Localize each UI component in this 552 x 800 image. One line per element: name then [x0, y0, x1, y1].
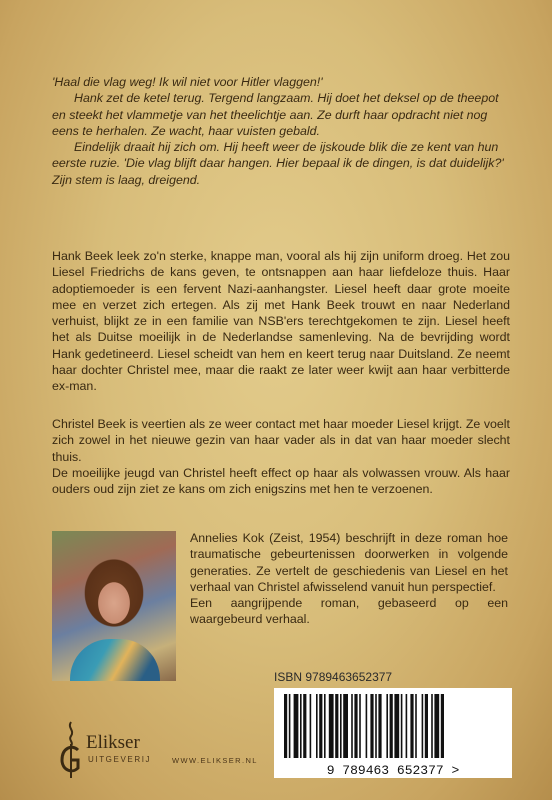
- barcode-bar: [366, 694, 368, 758]
- barcode-bar: [329, 694, 334, 758]
- synopsis-paragraph: De moeilijke jeugd van Christel heeft effect op haar als volwassen vrouw. Als haar ouders oud zijn ziet ze kans om zich enigszins met hen te verzoenen.: [52, 465, 510, 497]
- barcode-digits: 9 789463 652377 >: [326, 763, 460, 778]
- barcode-bar: [401, 694, 403, 758]
- author-bio-paragraph: Annelies Kok (Zeist, 1954) beschrijft in deze roman hoe traumatische gebeurtenissen doorwerken in volgende generaties. Ze vertelt de geschiedenis van Liesel en het verhaal van Christel afwisselend vanuit hun perspectief.: [190, 531, 508, 594]
- barcode-bar: [434, 694, 439, 758]
- author-bio-paragraph: Een aangrijpende roman, gebaseerd op een waargebeurd verhaal.: [190, 596, 508, 627]
- barcode-bar: [351, 694, 353, 758]
- isbn-label: ISBN 9789463652377: [274, 670, 393, 684]
- barcode-bar: [375, 694, 377, 758]
- author-photo: [52, 531, 176, 681]
- publisher-logo: [56, 720, 166, 780]
- barcode-bar: [310, 694, 312, 758]
- synopsis-continued: [52, 416, 510, 497]
- isbn-barcode-block: [274, 670, 512, 780]
- barcode: [274, 688, 512, 778]
- barcode-bar: [425, 694, 428, 758]
- author-bio: [190, 530, 508, 628]
- publisher-emblem-icon: [56, 720, 86, 780]
- barcode-bar: [422, 694, 424, 758]
- barcode-bar: [300, 694, 302, 758]
- synopsis-paragraph: Hank Beek leek zo'n sterke, knappe man, vooral als hij zijn uniform droeg. Het zou Liesel Friedrichs de kans geven, te ontsnappen aan haar liefdeloze thuis. Haar adoptiemoeder is een fervent Nazi-aanhangster. Liesel heeft daar grote moeite mee en verzet zich ertegen. Als zij met Hank Beek trouwt en naar Nederland verhuist, blijkt ze in een familie van NSB'ers terechtgekomen te zijn. Liesel heeft het als Duitse moeilijk in de Nederlandse samenleving. Na de bevrijding wordt Hank gedetineerd. Liesel scheidt van hem en keert terug naar Duitsland. Ze neemt haar dochter Christel mee, maar die raakt ze later weer kwijt aan haar verbitterde ex-man.: [52, 249, 510, 394]
- barcode-bar: [294, 694, 299, 758]
- barcode-graphic: [274, 688, 512, 778]
- publisher-sub: UITGEVERIJ: [88, 755, 152, 764]
- barcode-bar: [359, 694, 361, 758]
- barcode-bar: [394, 694, 399, 758]
- barcode-bars: [284, 694, 444, 758]
- barcode-bar: [319, 694, 322, 758]
- excerpt-line: Eindelijk draait hij zich om. Hij heeft weer de ijskoude blik die ze kent van hun eerste ruzie. 'Die vlag blijft daar hangen. Hier bepaal ik de dingen, is dat duidelijk?' Zijn stem is laag, dreigend.: [52, 140, 504, 187]
- barcode-bar: [284, 694, 287, 758]
- publisher-website[interactable]: WWW.ELIKSER.NL: [172, 756, 258, 765]
- barcode-bar: [289, 694, 291, 758]
- barcode-bar: [441, 694, 444, 758]
- barcode-bar: [378, 694, 381, 758]
- barcode-bar: [354, 694, 357, 758]
- barcode-bar: [406, 694, 408, 758]
- synopsis-paragraph: Christel Beek is veertien als ze weer contact met haar moeder Liesel krijgt. Ze voelt zich zowel in het nieuwe gezin van haar vader als in dat van haar moeder slecht thuis.: [52, 417, 510, 464]
- barcode-bar: [335, 694, 338, 758]
- barcode-bar: [410, 694, 413, 758]
- excerpt-line: Hank zet de ketel terug. Tergend langzaam. Hij doet het deksel op de theepot en steekt het vlammetje van het theelichtje aan. Ze durft haar opdracht niet nog eens te herhalen. Ze wacht, haar vuisten gebald.: [52, 91, 499, 138]
- barcode-bar: [431, 694, 433, 758]
- barcode-bar: [370, 694, 373, 758]
- barcode-bar: [324, 694, 326, 758]
- excerpt: [52, 74, 510, 188]
- barcode-bar: [316, 694, 318, 758]
- barcode-bar: [390, 694, 393, 758]
- barcode-bar: [303, 694, 306, 758]
- excerpt-line: 'Haal die vlag weg! Ik wil niet voor Hitler vlaggen!': [52, 75, 323, 89]
- publisher-name: Elikser: [86, 732, 140, 753]
- barcode-bar: [386, 694, 388, 758]
- author-photo-scarf: [70, 639, 160, 681]
- barcode-bar: [415, 694, 417, 758]
- barcode-bar: [340, 694, 342, 758]
- barcode-bar: [343, 694, 348, 758]
